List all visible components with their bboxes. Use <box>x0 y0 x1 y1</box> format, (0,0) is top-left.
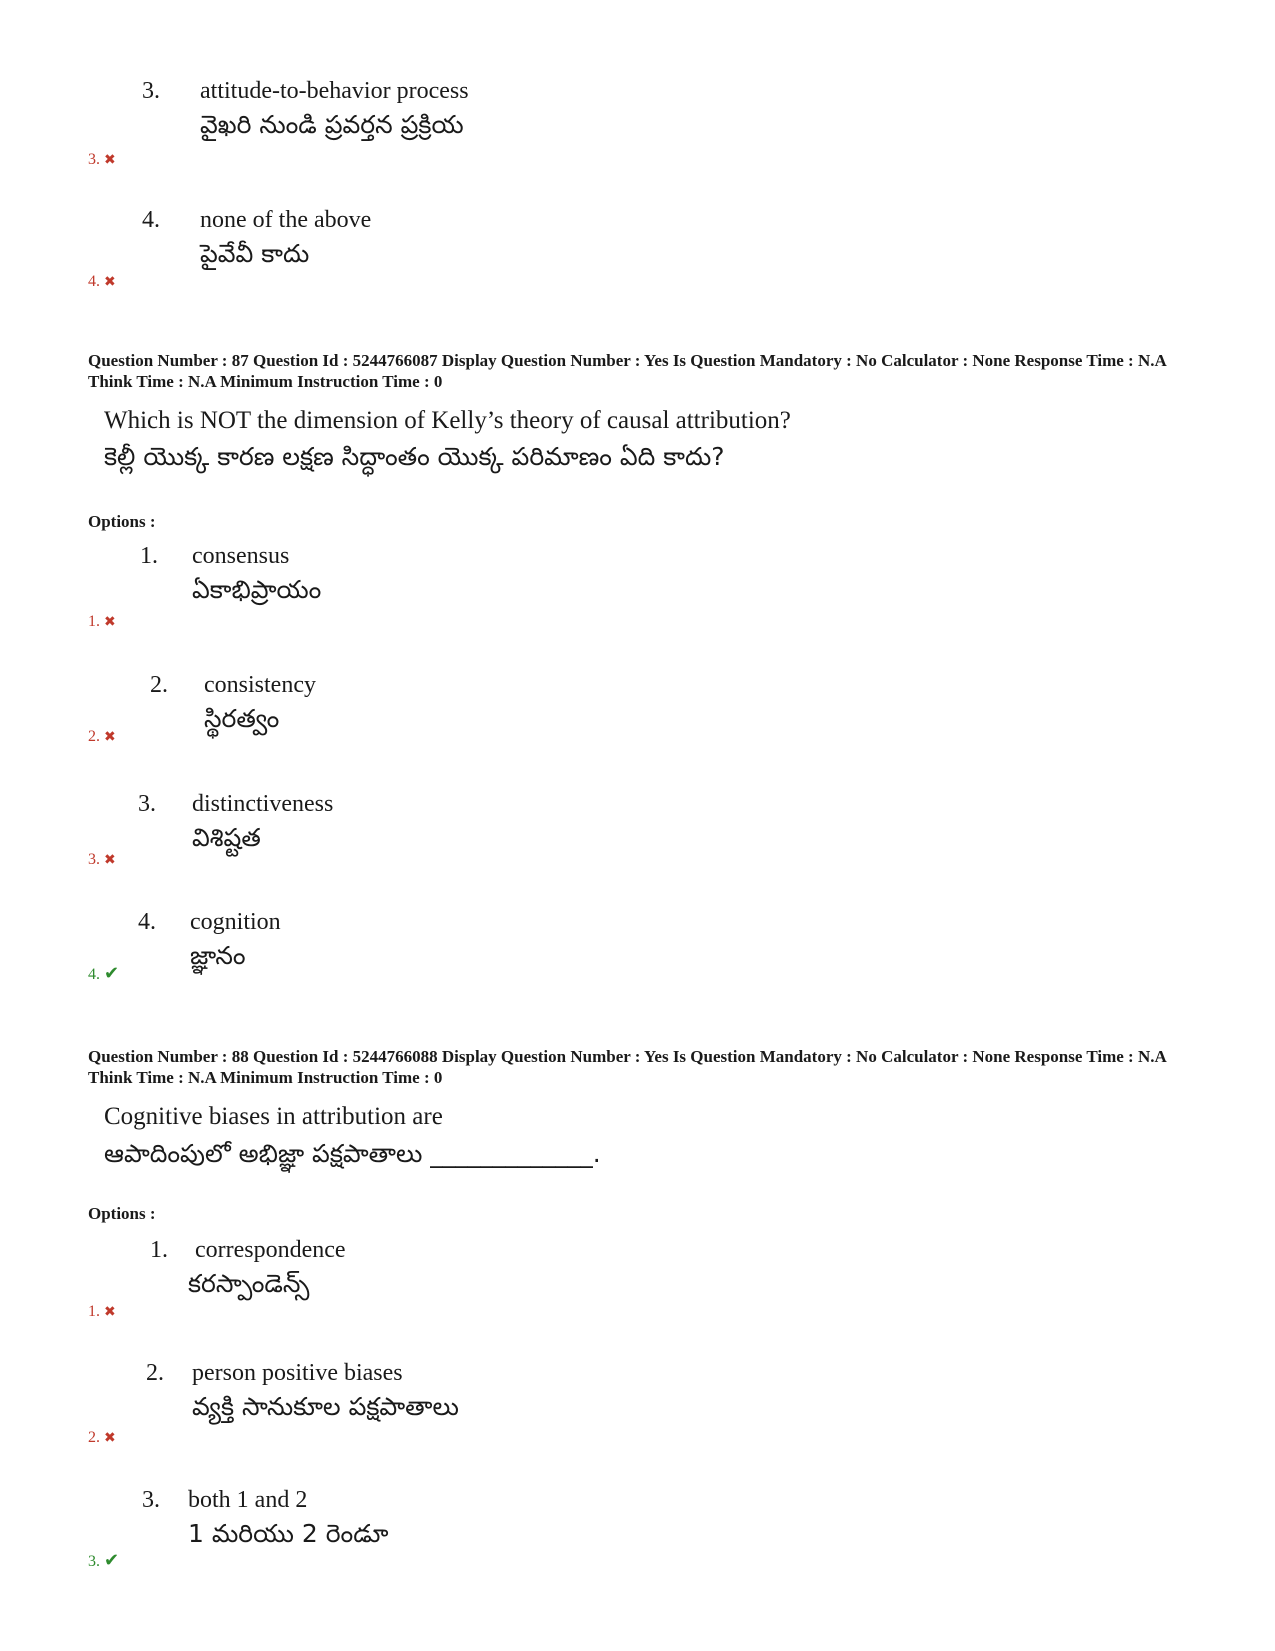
cross-icon: ✖ <box>104 729 116 745</box>
cross-icon: ✖ <box>104 1430 116 1446</box>
q88-options-label: Options : <box>88 1204 156 1223</box>
mark-label: 4. <box>88 273 100 290</box>
option-text-te: వైఖరి నుండి ప్రవర్తన ప్రక్రియ <box>200 110 464 139</box>
option-text-en: consensus <box>192 543 290 569</box>
check-icon: ✔ <box>104 1550 120 1571</box>
q88-meta: Question Number : 88 Question Id : 5244766088 Display Question Number : Yes Is Question Mandatory : No Calculator : None Response Time : N.A Think Time : N.A Minimum Instruction Time : 0 <box>88 1047 1166 1087</box>
option-text-te: వ్యక్తి సానుకూల పక్షపాతాలు <box>192 1392 459 1421</box>
option-number: 2. <box>146 1360 164 1386</box>
check-icon: ✔ <box>104 963 120 984</box>
q88-text-te: ఆపాదింపులో అభిజ్ఞా పక్షపాతాలు _____________. <box>104 1139 601 1168</box>
q88-option-1-mark <box>88 1302 116 1322</box>
option-number: 3. <box>142 1487 160 1513</box>
mark-label: 2. <box>88 728 100 745</box>
option-text-te: పైవేవీ కాదు <box>200 239 310 268</box>
q88-option-3-mark <box>88 1551 119 1572</box>
option-number: 4. <box>142 207 160 233</box>
q87-options-label: Options : <box>88 512 156 531</box>
cross-icon: ✖ <box>104 614 116 630</box>
q87-option-2-mark <box>88 727 116 747</box>
prev-option-4-mark <box>88 272 116 292</box>
option-text-en: distinctiveness <box>192 791 334 817</box>
option-number: 3. <box>142 78 160 104</box>
q87-text-en: Which is NOT the dimension of Kelly’s theory of causal attribution? <box>104 407 791 434</box>
option-number: 3. <box>138 791 156 817</box>
cross-icon: ✖ <box>104 1304 116 1320</box>
mark-label: 1. <box>88 613 100 630</box>
option-number: 1. <box>150 1237 168 1263</box>
prev-option-3-mark <box>88 150 116 170</box>
option-text-en: consistency <box>204 672 316 698</box>
option-text-te: కరస్పాండెన్స్ <box>188 1269 310 1298</box>
cross-icon: ✖ <box>104 852 116 868</box>
q87-meta: Question Number : 87 Question Id : 5244766087 Display Question Number : Yes Is Question Mandatory : No Calculator : None Response Time : N.A Think Time : N.A Minimum Instruction Time : 0 <box>88 351 1166 391</box>
mark-label: 4. <box>88 966 100 983</box>
option-text-te: ఏకాభిప్రాయం <box>192 575 322 604</box>
cross-icon: ✖ <box>104 152 116 168</box>
mark-label: 2. <box>88 1429 100 1446</box>
option-number: 2. <box>150 672 168 698</box>
q88-option-2-mark <box>88 1428 116 1448</box>
mark-label: 1. <box>88 1303 100 1320</box>
option-number: 4. <box>138 909 156 935</box>
option-text-te: జ్ఞానం <box>190 941 246 970</box>
option-text-te: 1 మరియు 2 రెండూ <box>188 1519 389 1548</box>
option-text-en: cognition <box>190 909 281 935</box>
option-text-en: correspondence <box>195 1237 346 1263</box>
mark-label: 3. <box>88 1553 100 1570</box>
q87-option-1-mark <box>88 612 116 632</box>
q87-option-4-mark <box>88 964 119 985</box>
q88-text-en: Cognitive biases in attribution are <box>104 1103 443 1130</box>
option-text-te: స్థిరత్వం <box>204 704 280 733</box>
cross-icon: ✖ <box>104 274 116 290</box>
option-text-en: person positive biases <box>192 1360 403 1386</box>
option-number: 1. <box>140 543 158 569</box>
option-text-en: both 1 and 2 <box>188 1487 308 1513</box>
option-text-en: attitude-to-behavior process <box>200 78 469 104</box>
mark-label: 3. <box>88 851 100 868</box>
option-text-en: none of the above <box>200 207 372 233</box>
mark-label: 3. <box>88 151 100 168</box>
option-text-te: విశిష్టత <box>192 823 261 852</box>
q87-option-3-mark <box>88 850 116 870</box>
q87-text-te: కెల్లీ యొక్క కారణ లక్షణ సిద్ధాంతం యొక్క పరిమాణం ఏది కాదు? <box>104 442 725 471</box>
